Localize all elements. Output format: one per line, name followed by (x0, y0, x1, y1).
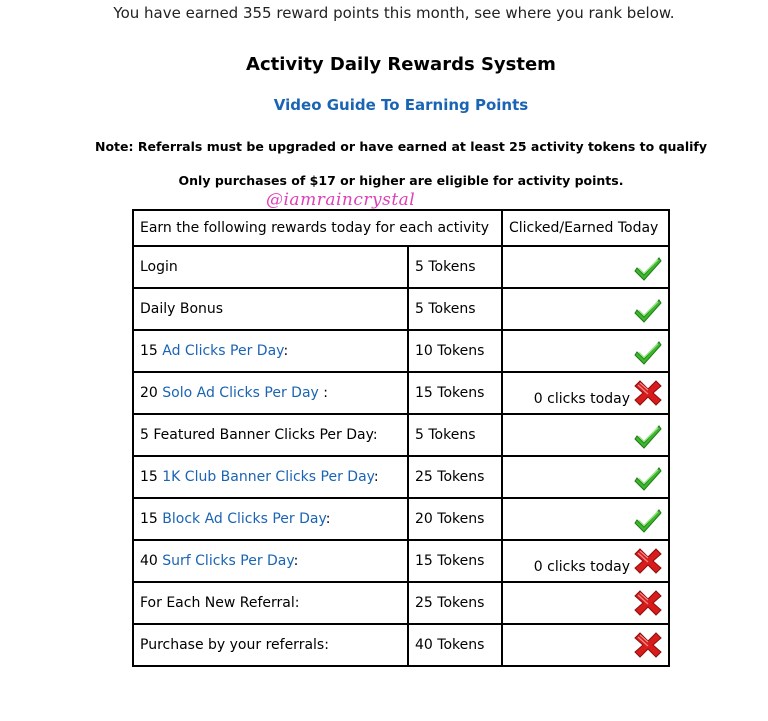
activity-label: 15 (140, 511, 163, 527)
page-title: Activity Daily Rewards System (246, 54, 556, 75)
table-row (133, 330, 669, 372)
check-icon (634, 253, 662, 281)
activity-label-suffix: : (283, 343, 289, 359)
check-icon (634, 295, 662, 323)
activity-label: 15 (140, 343, 163, 359)
status-column-header: Clicked/Earned Today (502, 210, 669, 246)
table-row (133, 582, 669, 624)
activity-label-suffix: : (325, 511, 331, 527)
activity-cell (133, 288, 408, 330)
status-cell (502, 246, 669, 288)
activity-cell (133, 330, 408, 372)
activity-link[interactable]: Block Ad Clicks Per Day (162, 511, 326, 527)
activity-cell (133, 582, 408, 624)
activity-label: For Each New Referral: (140, 595, 300, 611)
activity-label-suffix: : (318, 385, 328, 401)
watermark: @iamraincrystal (266, 190, 416, 210)
activity-cell (133, 540, 408, 582)
check-icon (634, 421, 662, 449)
table-row (133, 540, 669, 582)
status-cell (502, 540, 669, 582)
check-icon (634, 463, 662, 491)
cross-icon (634, 589, 662, 617)
reward-points-summary: You have earned 355 reward points this month, see where you rank below. (113, 4, 675, 22)
table-row (133, 498, 669, 540)
activity-label: Login (140, 259, 178, 275)
activity-cell (133, 414, 408, 456)
status-cell (502, 456, 669, 498)
table-row (133, 288, 669, 330)
activity-label-suffix: : (293, 553, 299, 569)
referral-note: Note: Referrals must be upgraded or have earned at least 25 activity tokens to qualify (94, 139, 708, 154)
tokens-cell: 15 Tokens (408, 540, 502, 582)
activity-link[interactable]: Ad Clicks Per Day (162, 343, 284, 359)
rewards-table (132, 209, 670, 667)
table-row (133, 372, 669, 414)
cross-icon (634, 631, 662, 659)
table-header-row (133, 210, 669, 246)
status-cell (502, 624, 669, 666)
activity-cell (133, 624, 408, 666)
activity-link[interactable]: 1K Club Banner Clicks Per Day (162, 469, 374, 485)
table-row (133, 456, 669, 498)
status-cell (502, 498, 669, 540)
tokens-cell: 20 Tokens (408, 498, 502, 540)
tokens-cell: 25 Tokens (408, 456, 502, 498)
video-guide-link[interactable]: Video Guide To Earning Points (273, 96, 529, 114)
activity-link[interactable]: Surf Clicks Per Day (162, 553, 294, 569)
activity-label: Daily Bonus (140, 301, 224, 317)
status-cell (502, 288, 669, 330)
check-icon (634, 337, 662, 365)
status-cell (502, 582, 669, 624)
tokens-cell: 40 Tokens (408, 624, 502, 666)
tokens-cell: 5 Tokens (408, 288, 502, 330)
tokens-cell: 5 Tokens (408, 414, 502, 456)
activity-cell (133, 456, 408, 498)
table-row (133, 246, 669, 288)
clicks-today-text: 0 clicks today (533, 559, 630, 575)
tokens-cell: 10 Tokens (408, 330, 502, 372)
activity-label: 40 (140, 553, 163, 569)
clicks-today-text: 0 clicks today (533, 391, 630, 407)
activity-cell (133, 246, 408, 288)
activity-label: 5 Featured Banner Clicks Per Day: (140, 427, 378, 443)
purchase-note: Only purchases of $17 or higher are eligible for activity points. (178, 173, 624, 188)
cross-icon (634, 379, 662, 407)
activity-cell (133, 372, 408, 414)
activity-cell (133, 498, 408, 540)
check-icon (634, 505, 662, 533)
cross-icon (634, 547, 662, 575)
activity-label: 15 (140, 469, 163, 485)
status-cell (502, 372, 669, 414)
table-row (133, 414, 669, 456)
tokens-cell: 5 Tokens (408, 246, 502, 288)
activity-link[interactable]: Solo Ad Clicks Per Day (162, 385, 319, 401)
table-row (133, 624, 669, 666)
activity-label: Purchase by your referrals: (140, 637, 329, 653)
activity-column-header: Earn the following rewards today for each activity (133, 210, 502, 246)
activity-label: 20 (140, 385, 163, 401)
activity-label-suffix: : (373, 469, 379, 485)
status-cell (502, 330, 669, 372)
status-cell (502, 414, 669, 456)
tokens-cell: 25 Tokens (408, 582, 502, 624)
tokens-cell: 15 Tokens (408, 372, 502, 414)
